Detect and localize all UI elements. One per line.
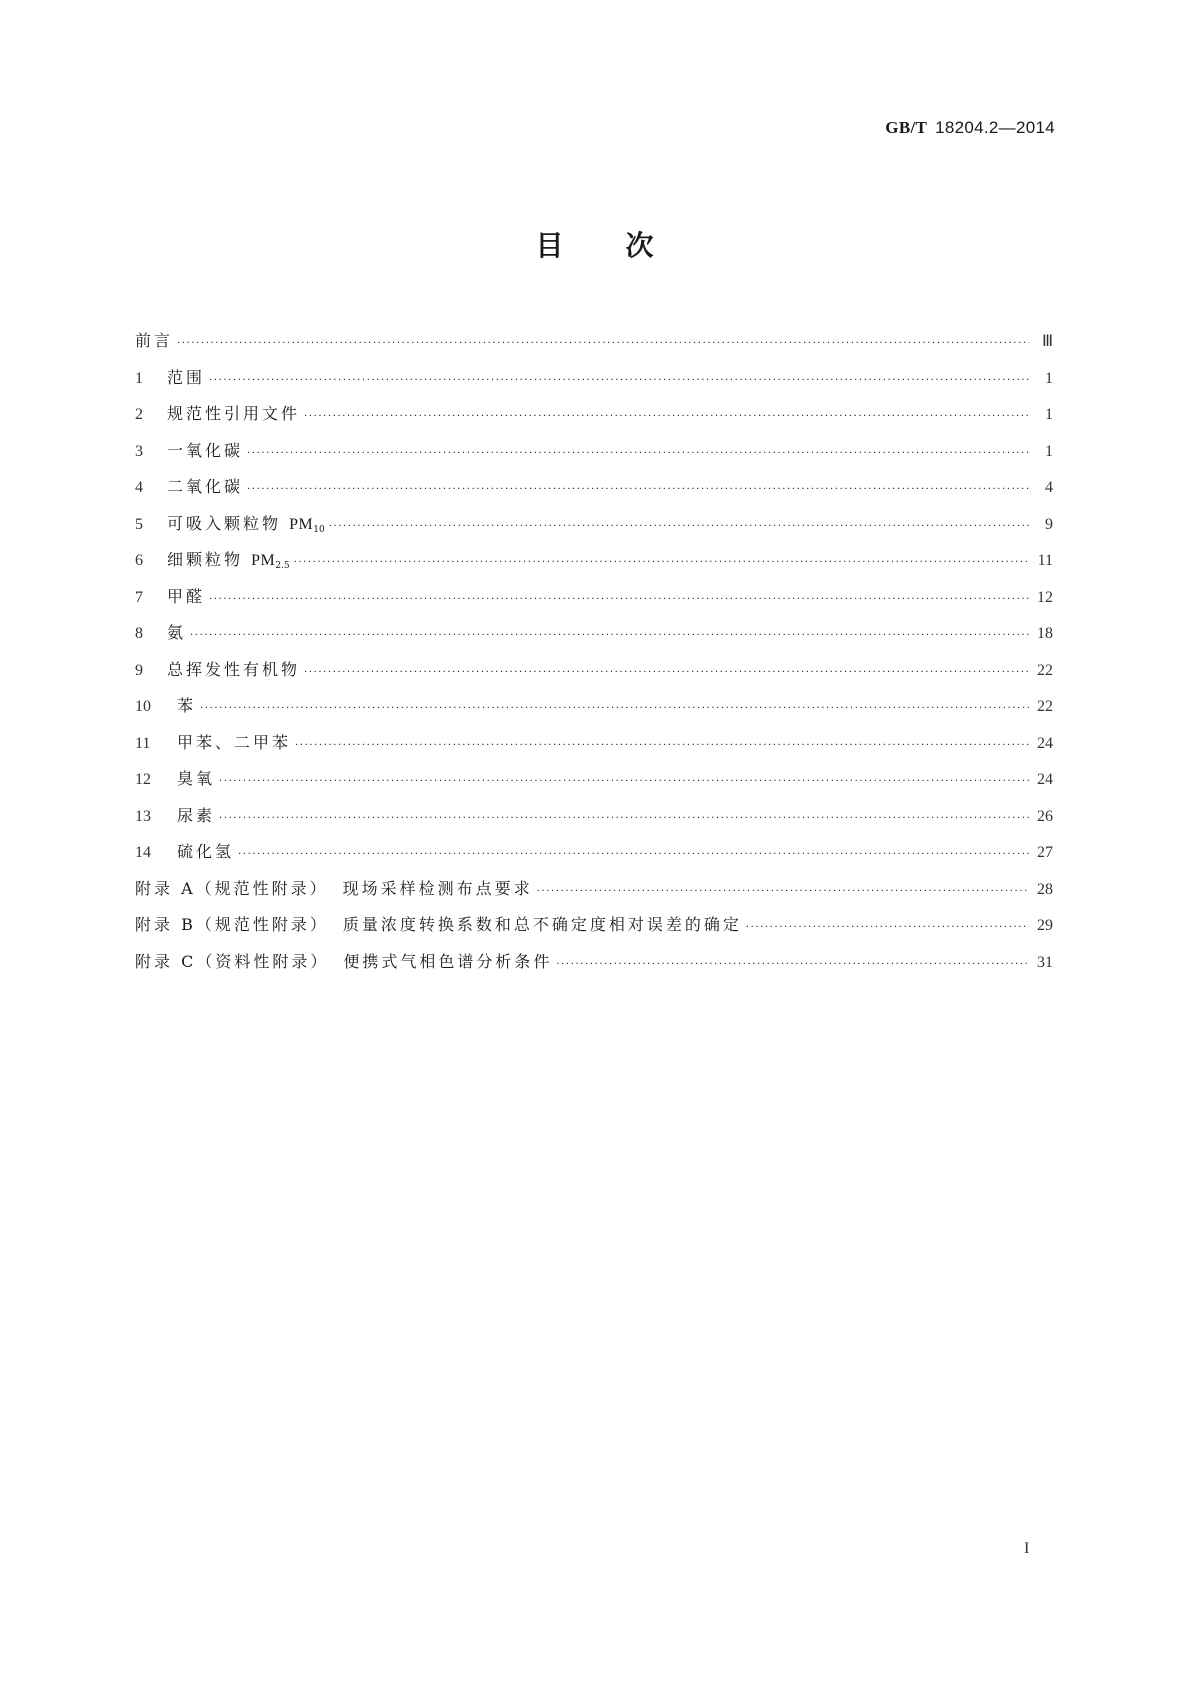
toc-label: 现场采样检测布点要求 (342, 878, 533, 898)
toc-entry-chapter[interactable] (135, 401, 1053, 438)
toc-number: 8 (135, 625, 143, 642)
toc-page: 29 (1037, 917, 1053, 934)
toc-number: 7 (135, 588, 143, 606)
toc-page: 31 (1037, 953, 1053, 971)
dot-leader (247, 448, 1029, 459)
toc-label (167, 547, 290, 571)
toc-page: 28 (1037, 880, 1053, 898)
appendix-tag: 附录 C（资料性附录） (135, 951, 330, 971)
title-char-2: 次 (625, 229, 656, 262)
dot-leader (247, 484, 1029, 495)
dot-leader (537, 886, 1029, 897)
toc-label: 规范性引用文件 (167, 404, 301, 423)
toc-label: 便携式气相色谱分析条件 (343, 951, 553, 971)
toc-label: 一氧化碳 (167, 440, 244, 460)
toc-page: 22 (1037, 661, 1053, 679)
toc-number: 13 (135, 807, 151, 825)
toc-label: 质量浓度转换系数和总不确定度相对误差的确定 (342, 915, 742, 934)
dot-leader (238, 849, 1029, 860)
toc-number: 2 (135, 406, 143, 423)
dot-leader (746, 922, 1029, 933)
appendix-tag: 附录 B（规范性附录） (135, 915, 329, 934)
toc-entry-preface[interactable] (135, 328, 1053, 365)
toc-page: 22 (1037, 698, 1053, 715)
toc-entry-chapter[interactable] (135, 657, 1053, 694)
toc-entry-appendix-a[interactable] (135, 876, 1053, 913)
toc-number: 4 (135, 479, 143, 496)
toc-entry-chapter[interactable] (135, 547, 1053, 584)
toc-label (167, 511, 325, 535)
toc-page: 4 (1045, 479, 1053, 496)
appendix-tag: 附录 A（规范性附录） (135, 878, 329, 898)
toc-entry-chapter[interactable] (135, 839, 1053, 876)
toc-entry-chapter[interactable] (135, 511, 1053, 548)
toc-label-subscript: 10 (313, 524, 325, 535)
toc-number: 9 (135, 661, 143, 679)
title-char-1: 目 (535, 229, 566, 262)
toc-entry-chapter[interactable] (135, 474, 1053, 511)
toc-label: 甲苯、二甲苯 (177, 732, 292, 752)
toc-number: 10 (135, 698, 151, 715)
toc-page: 24 (1037, 771, 1053, 788)
toc-number: 14 (135, 844, 151, 861)
toc-number: 1 (135, 369, 143, 387)
toc-entry-chapter[interactable] (135, 584, 1053, 621)
toc-entry-chapter[interactable] (135, 803, 1053, 840)
toc-page: 26 (1037, 807, 1053, 825)
toc-label: 硫化氢 (177, 842, 235, 861)
toc-label: 总挥发性有机物 (167, 659, 301, 679)
toc-label: 范围 (167, 367, 206, 387)
dot-leader (556, 959, 1029, 970)
toc-page: 12 (1037, 588, 1053, 606)
toc-entry-chapter[interactable] (135, 730, 1053, 767)
toc-label-latin: PM (251, 552, 276, 569)
standard-number: 18204.2—2014 (935, 118, 1055, 137)
toc-page: 9 (1045, 515, 1053, 533)
toc-label-text: 细颗粒物 (167, 550, 244, 569)
toc-label: 苯 (177, 696, 197, 715)
toc-page: 27 (1037, 844, 1053, 861)
toc-entry-chapter[interactable] (135, 693, 1053, 730)
toc-page: 1 (1045, 406, 1053, 423)
toc-number: 11 (135, 734, 151, 752)
dot-leader (209, 594, 1029, 605)
toc-number: 12 (135, 771, 151, 788)
dot-leader (190, 630, 1029, 641)
dot-leader (209, 375, 1029, 386)
dot-leader (294, 557, 1029, 568)
toc-label: 二氧化碳 (167, 477, 244, 496)
toc-label: 甲醛 (167, 586, 206, 606)
toc-label: 前言 (135, 331, 174, 350)
page-number: I (1024, 1540, 1030, 1557)
toc-label-latin: PM (289, 515, 314, 533)
toc-label-text: 可吸入颗粒物 (167, 513, 282, 533)
toc-number: 5 (135, 515, 143, 533)
toc-label-subscript: 2.5 (275, 561, 290, 571)
standard-code (885, 118, 1055, 138)
toc-page: 11 (1037, 552, 1053, 569)
toc-number: 3 (135, 442, 143, 460)
toc-page: Ⅲ (1041, 333, 1053, 350)
toc-entry-chapter[interactable] (135, 438, 1053, 475)
toc-page: 18 (1037, 625, 1053, 642)
standard-prefix: GB/T (885, 118, 928, 137)
toc-entry-appendix-b[interactable] (135, 912, 1053, 949)
page-title (0, 224, 1191, 264)
table-of-contents (135, 328, 1053, 985)
toc-entry-chapter[interactable] (135, 766, 1053, 803)
toc-entry-appendix-c[interactable] (135, 949, 1053, 986)
toc-page: 1 (1045, 442, 1053, 460)
toc-page: 1 (1045, 369, 1053, 387)
dot-leader (329, 521, 1029, 532)
dot-leader (219, 813, 1029, 824)
dot-leader (295, 740, 1029, 751)
toc-entry-chapter[interactable] (135, 365, 1053, 402)
dot-leader (200, 703, 1029, 714)
toc-page: 24 (1037, 734, 1053, 752)
toc-number: 6 (135, 552, 143, 569)
toc-label: 尿素 (177, 805, 216, 825)
dot-leader (304, 411, 1029, 422)
dot-leader (304, 667, 1029, 678)
toc-entry-chapter[interactable] (135, 620, 1053, 657)
toc-label: 氨 (167, 623, 187, 642)
dot-leader (219, 776, 1029, 787)
toc-label: 臭氧 (177, 769, 216, 788)
dot-leader (177, 338, 1029, 349)
